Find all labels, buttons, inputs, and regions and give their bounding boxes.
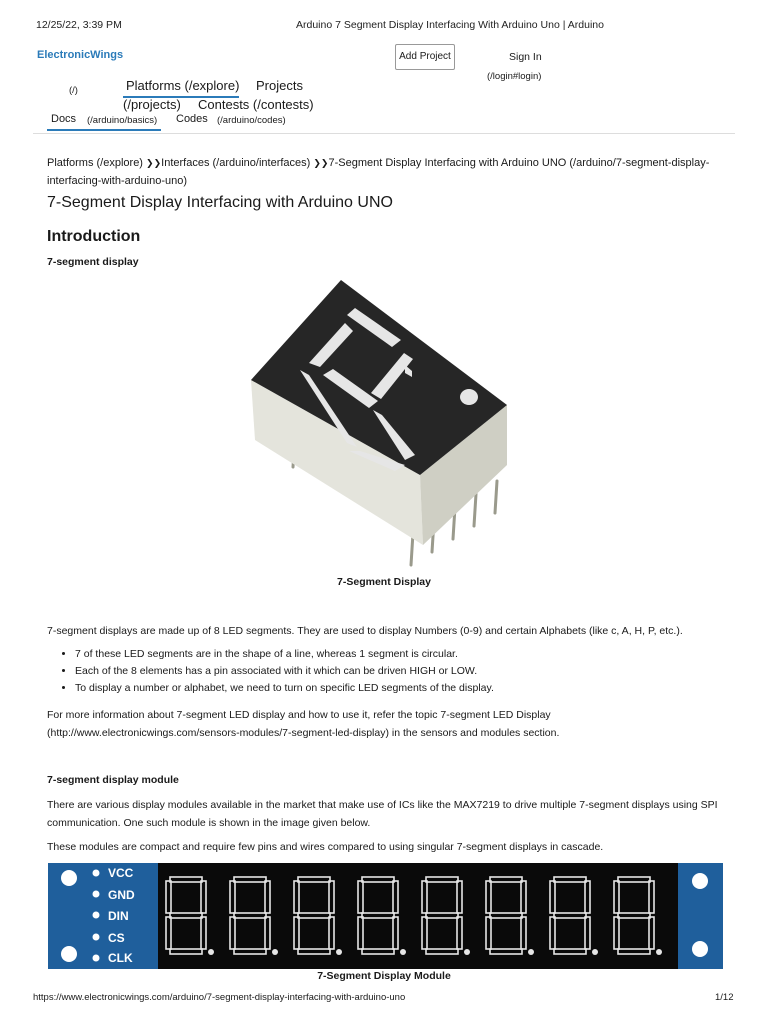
pin-label-clk: CLK: [108, 951, 133, 965]
site-logo[interactable]: ElectronicWings: [37, 49, 124, 61]
breadcrumb-separator: ❯❯: [146, 158, 162, 168]
pin-label-din: DIN: [108, 909, 129, 923]
pin-label-gnd: GND: [108, 888, 135, 902]
breadcrumb: [47, 154, 727, 190]
nav-projects-link[interactable]: (/projects): [123, 97, 181, 112]
digit-decimal-point: [272, 949, 278, 955]
figure-caption-2: 7-Segment Display Module: [317, 970, 451, 982]
page-title: 7-Segment Display Interfacing with Arduino UNO: [47, 194, 393, 211]
paragraph-3: There are various display modules available in the market that make use of ICs like the MAX7219 to drive multiple 7-segment displays using SPI communication. One such module is shown in the image given below.: [47, 799, 718, 829]
pin-dot: [93, 955, 100, 962]
print-page-number: 1/12: [715, 992, 734, 1003]
pin: [474, 494, 476, 526]
paragraph-4: These modules are compact and require few pins and wires compared to using singular 7-segment displays in cascade.: [47, 841, 604, 853]
paragraph-1: 7-segment displays are made up of 8 LED segments. They are used to display Numbers (0-9) and certain Alphabets (like c, A, H, P, etc.).: [47, 625, 683, 637]
mount-hole: [61, 870, 77, 886]
breadcrumb-interfaces[interactable]: Interfaces (/arduino/interfaces): [161, 157, 311, 169]
digit-decimal-point: [528, 949, 534, 955]
segment-dp: [460, 389, 478, 405]
pin-label-vcc: VCC: [108, 866, 134, 880]
nav-docs-link[interactable]: (/arduino/basics): [87, 115, 158, 126]
pin-dot: [93, 870, 100, 877]
list-item: • To display a number or alphabet, we need to turn on specific LED segments of the display.: [75, 680, 755, 697]
paragraph-2: For more information about 7-segment LED display and how to use it, refer the topic 7-segment LED Display (http://www.electronicwings.com/sensors-modules/7-segment-led-display) in the sensors and modules section.: [47, 709, 560, 739]
module-display-area: [158, 863, 678, 969]
home-link[interactable]: (/): [69, 85, 78, 96]
nav-codes[interactable]: Codes: [176, 113, 208, 125]
figure-caption-1: 7-Segment Display: [337, 576, 431, 588]
pin-dot: [93, 891, 100, 898]
pin: [495, 481, 497, 513]
mount-hole: [692, 941, 708, 957]
nav-docs-underline: [47, 129, 161, 131]
pin-dot: [93, 912, 100, 919]
breadcrumb-current[interactable]: 7-Segment Display Interfacing with Arduino UNO (/arduino/7-segment-display-interfacing-with-arduino-uno): [47, 157, 710, 187]
digit-decimal-point: [400, 949, 406, 955]
mount-hole: [692, 873, 708, 889]
section-heading-7seg: 7-segment display: [47, 256, 139, 268]
digit-decimal-point: [208, 949, 214, 955]
digit-decimal-point: [656, 949, 662, 955]
print-doc-title: Arduino 7 Segment Display Interfacing With Arduino Uno | Arduino: [296, 19, 604, 31]
nav-docs[interactable]: Docs: [51, 113, 77, 125]
nav-projects[interactable]: Projects: [256, 78, 303, 93]
nav-platforms[interactable]: Platforms (/explore): [126, 78, 240, 93]
list-item: • Each of the 8 elements has a pin associated with it which can be driven HIGH or LOW.: [75, 663, 755, 680]
print-datetime: 12/25/22, 3:39 PM: [36, 19, 122, 31]
section-heading-module: 7-segment display module: [47, 774, 179, 786]
bullet-list: [47, 646, 755, 697]
login-link[interactable]: (/login#login): [487, 71, 542, 82]
header-divider: [33, 133, 735, 134]
breadcrumb-separator: ❯❯: [313, 158, 329, 168]
seven-segment-display-image: [245, 275, 525, 570]
list-item: • 7 of these LED segments are in the shape of a line, whereas 1 segment is circular.: [75, 646, 755, 663]
digit-decimal-point: [592, 949, 598, 955]
breadcrumb-platforms[interactable]: Platforms (/explore): [47, 157, 143, 169]
digit-decimal-point: [336, 949, 342, 955]
mount-hole: [61, 946, 77, 962]
digit-decimal-point: [464, 949, 470, 955]
nav-codes-link[interactable]: (/arduino/codes): [217, 115, 286, 126]
pin-dot: [93, 934, 100, 941]
intro-heading: Introduction: [47, 228, 141, 245]
add-project-button[interactable]: Add Project: [395, 44, 455, 70]
display-module-image: [48, 863, 723, 969]
sign-in-link[interactable]: Sign In: [509, 51, 542, 63]
print-url: https://www.electronicwings.com/arduino/7-segment-display-interfacing-with-arduino-uno: [33, 992, 406, 1003]
pin-label-cs: CS: [108, 931, 125, 945]
nav-contests[interactable]: Contests (/contests): [198, 97, 314, 112]
